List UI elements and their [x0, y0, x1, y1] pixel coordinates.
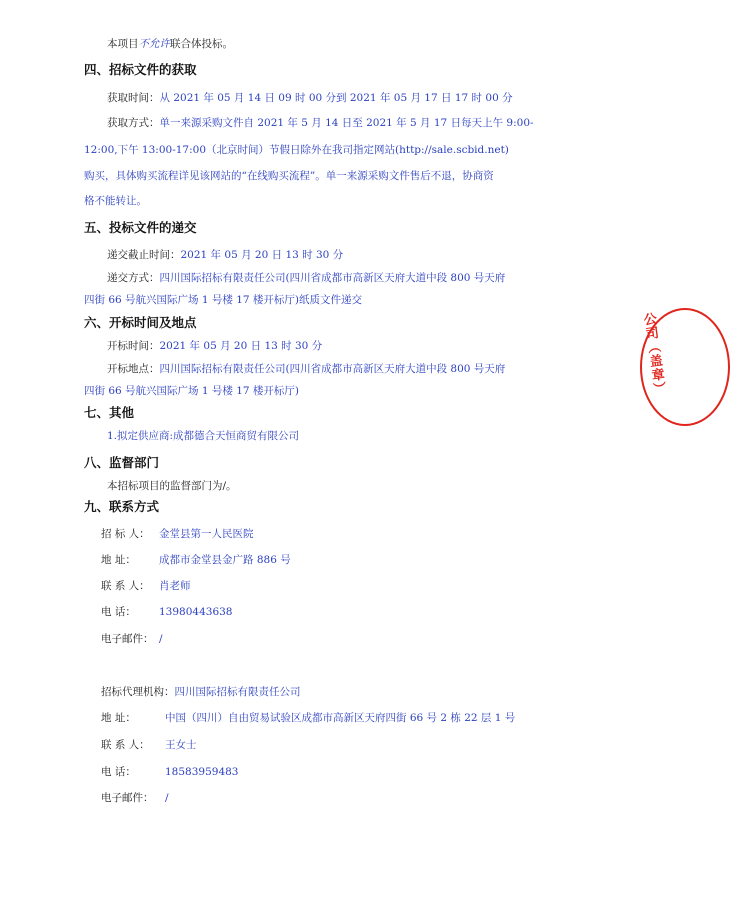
open-place-line2: 四街 66 号航兴国际广场 1 号楼 17 楼开标厅) — [84, 385, 300, 397]
agency-email-label: 电子邮件： — [101, 792, 154, 804]
buyer-contact-value: 肖老师 — [159, 580, 191, 592]
section-6-heading: 六、开标时间及地点 — [84, 315, 197, 330]
intro-not-allowed: 不允许 — [138, 38, 170, 50]
open-place-row — [107, 362, 505, 376]
section-9-heading: 九、联系方式 — [84, 499, 160, 514]
seal-text: 公司（盖章） — [639, 311, 667, 397]
buyer-address-label: 地 址： — [101, 554, 136, 566]
acquire-method-row — [107, 116, 534, 130]
submit-method-line2: 四街 66 号航兴国际广场 1 号楼 17 楼开标厅)纸质文件递交 — [84, 294, 363, 306]
buyer-address-value: 成都市金堂县金广路 886 号 — [159, 554, 291, 566]
agency-email-value: / — [165, 792, 169, 804]
agency-phone-row — [101, 765, 239, 779]
supervision-text: 本招标项目的监督部门为/。 — [107, 480, 237, 492]
intro-line — [107, 37, 233, 51]
open-time-row — [107, 339, 322, 353]
submit-method-label: 递交方式： — [107, 272, 160, 284]
deadline-row — [107, 248, 343, 262]
buyer-contact-row — [101, 579, 191, 593]
acquire-method-label: 获取方式： — [107, 117, 160, 129]
deadline-label: 递交截止时间： — [107, 249, 181, 261]
buyer-name-value: 金堂县第一人民医院 — [159, 528, 254, 540]
buyer-address-row — [101, 553, 291, 567]
section-5-heading: 五、投标文件的递交 — [84, 220, 197, 235]
buyer-contact-label: 联 系 人： — [101, 580, 150, 592]
buyer-name-row — [101, 527, 254, 541]
company-seal-stamp — [618, 308, 678, 428]
buyer-phone-row — [101, 605, 233, 619]
intro-suffix: 联合体投标。 — [170, 38, 233, 50]
buyer-phone-value: 13980443638 — [159, 606, 233, 618]
agency-email-row — [101, 791, 169, 805]
acquire-time-row — [107, 91, 513, 105]
agency-contact-value: 王女士 — [165, 739, 197, 751]
intro-prefix: 本项目 — [107, 38, 139, 50]
agency-name-label: 招标代理机构： — [101, 686, 175, 698]
section-8-heading: 八、监督部门 — [84, 455, 160, 470]
buyer-email-value: / — [159, 633, 163, 645]
agency-address-row — [101, 711, 515, 725]
agency-name-row — [101, 685, 301, 699]
acquire-method-line2: 12:00,下午 13:00-17:00（北京时间）节假日除外在我司指定网站(http://sale.scbid.net) — [84, 144, 509, 156]
acquire-time-value: 从 2021 年 05 月 14 日 09 时 00 分到 2021 年 05 月 17 日 17 时 00 分 — [159, 92, 513, 104]
other-item-1: 1.拟定供应商:成都德合天恒商贸有限公司 — [107, 430, 300, 442]
open-place-line1: 四川国际招标有限责任公司(四川省成都市高新区天府大道中段 800 号天府 — [159, 363, 506, 375]
agency-phone-value: 18583959483 — [165, 766, 239, 778]
agency-name-value: 四川国际招标有限责任公司 — [174, 686, 301, 698]
submit-method-line1: 四川国际招标有限责任公司(四川省成都市高新区天府大道中段 800 号天府 — [159, 272, 506, 284]
buyer-name-label: 招 标 人： — [101, 528, 150, 540]
open-time-label: 开标时间： — [107, 340, 160, 352]
buyer-phone-label: 电 话： — [101, 606, 136, 618]
submit-method-row — [107, 271, 505, 285]
acquire-method-line3: 购买，具体购买流程详见该网站的“在线购买流程”。单一来源采购文件售后不退，协商资 — [84, 170, 494, 182]
agency-contact-label: 联 系 人： — [101, 739, 150, 751]
section-4-heading: 四、招标文件的获取 — [84, 62, 197, 77]
section-7-heading: 七、其他 — [84, 405, 135, 420]
acquire-method-line4: 格不能转让。 — [84, 195, 147, 207]
acquire-time-label: 获取时间： — [107, 92, 160, 104]
buyer-email-row — [101, 632, 163, 646]
agency-contact-row — [101, 738, 197, 752]
acquire-method-line1: 单一来源采购文件自 2021 年 5 月 14 日至 2021 年 5 月 17 日每天上午 9:00- — [159, 117, 534, 129]
agency-address-value: 中国（四川）自由贸易试验区成都市高新区天府四街 66 号 2 栋 22 层 1 号 — [165, 712, 516, 724]
agency-phone-label: 电 话： — [101, 766, 136, 778]
open-time-value: 2021 年 05 月 20 日 13 时 30 分 — [159, 340, 323, 352]
open-place-label: 开标地点： — [107, 363, 160, 375]
agency-address-label: 地 址： — [101, 712, 136, 724]
deadline-value: 2021 年 05 月 20 日 13 时 30 分 — [180, 249, 344, 261]
buyer-email-label: 电子邮件： — [101, 633, 154, 645]
